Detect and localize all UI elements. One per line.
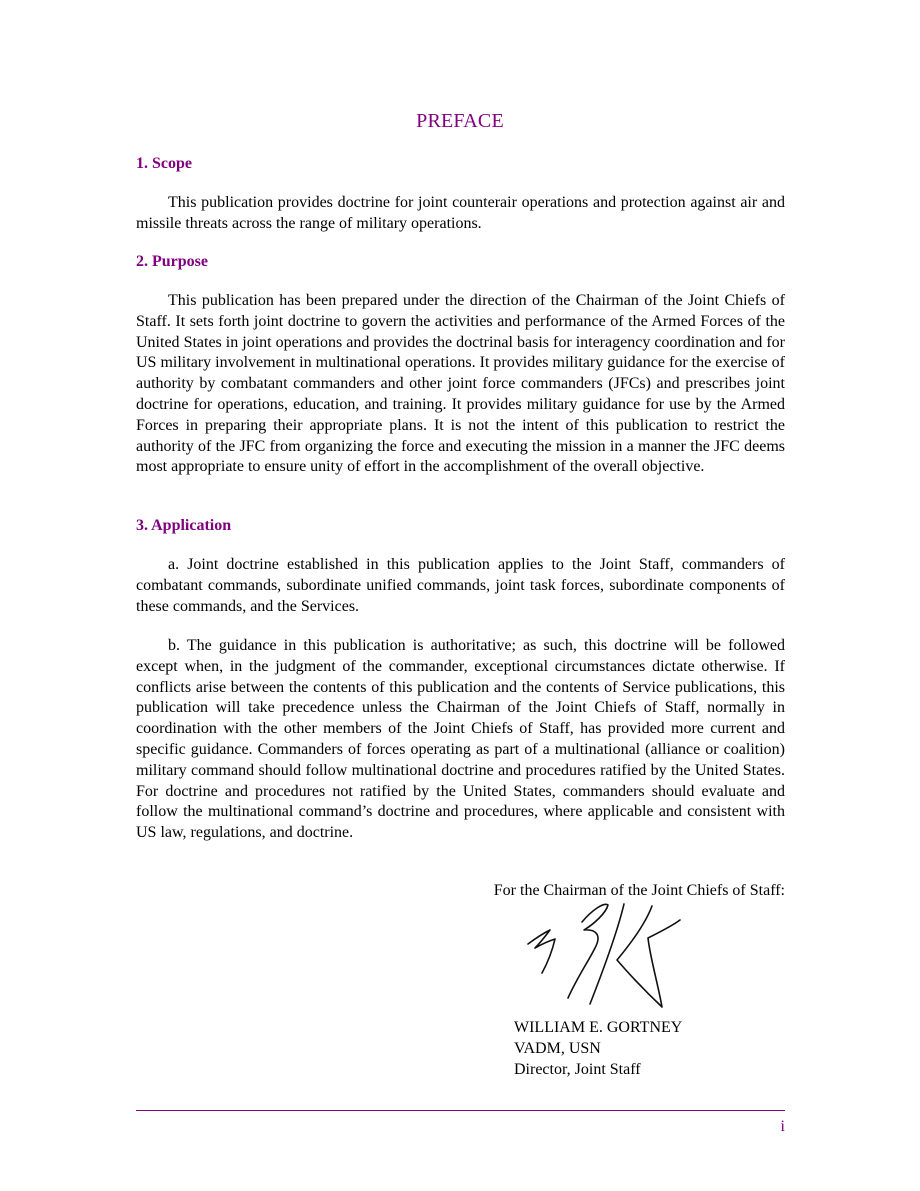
section-heading-application: 3. Application <box>136 517 232 534</box>
purpose-paragraph: This publication has been prepared under the direction of the Chairman of the Joint Chiefs of Staff. It sets forth joint doctrine to govern the activities and performance of the Armed Forces of the United States in joint operations and provides the doctrinal basis for interagency coordination and for US military involvement in multinational operations. It provides military guidance for the exercise of authority by combatant commanders and other joint force commanders (JFCs) and prescribes joint doctrine for operations, education, and training. It provides military guidance for use by the Armed Forces in preparing their appropriate plans. It is not the intent of this publication to restrict the authority of the JFC from organizing the force and executing the mission in a manner the JFC deems most appropriate to ensure unity of effort in the accomplishment of the overall objective. <box>136 292 785 476</box>
section-heading-purpose: 2. Purpose <box>136 253 208 270</box>
signer-name: WILLIAM E. GORTNEY <box>514 1019 683 1036</box>
signer-position: Director, Joint Staff <box>514 1061 641 1078</box>
page-title: PREFACE <box>416 110 504 132</box>
section-heading-scope: 1. Scope <box>136 155 192 172</box>
scope-paragraph: This publication provides doctrine for joint counterair operations and protection against air and missile threats across the range of military operations. <box>136 194 785 232</box>
page-number: i <box>780 1118 785 1135</box>
footer-divider <box>136 1110 785 1111</box>
application-paragraph-b: b. The guidance in this publication is authoritative; as such, this doctrine will be followed except when, in the judgment of the commander, exceptional circumstances dictate otherwise. If conflicts arise between the contents of this publication and the contents of Service publications, this publication will take precedence unless the Chairman of the Joint Chiefs of Staff, normally in coordination with the other members of the Joint Chiefs of Staff, has provided more current and specific guidance. Commanders of forces operating as part of a multinational (alliance or coalition) military command should follow multinational doctrine and procedures ratified by the United States. For doctrine and procedures not ratified by the United States, commanders should evaluate and follow the multinational command’s doctrine and procedures, where applicable and consistent with US law, regulations, and doctrine. <box>136 637 785 842</box>
signature-image <box>522 900 682 1012</box>
application-paragraph-a: a. Joint doctrine established in this publication applies to the Joint Staff, commanders of combatant commands, subordinate unified commands, joint task forces, subordinate components of these commands, and the Services. <box>136 556 785 615</box>
signer-block <box>514 1017 682 1080</box>
signer-rank: VADM, USN <box>514 1040 601 1057</box>
closing-line: For the Chairman of the Joint Chiefs of Staff: <box>493 882 785 899</box>
